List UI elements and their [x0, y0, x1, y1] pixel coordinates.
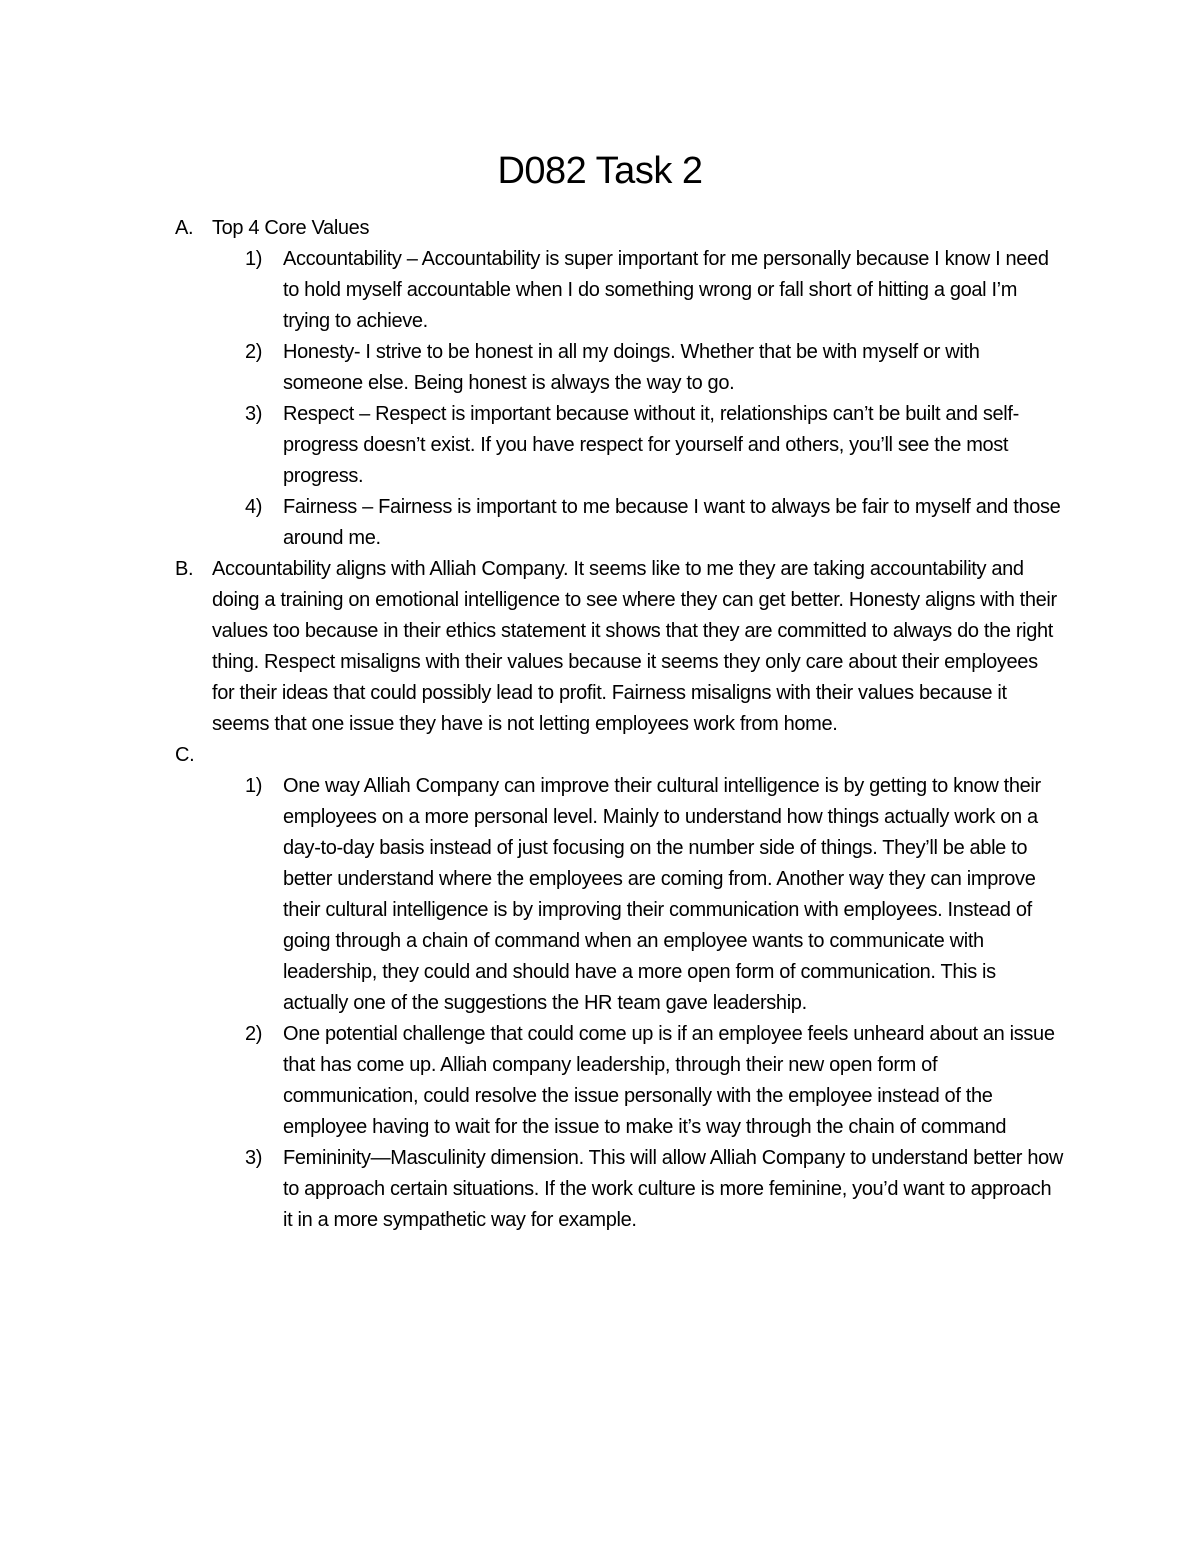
list-item [0, 337, 1063, 399]
list-item-text: One potential challenge that could come up is if an employee feels unheard about an issue that has come up. Alliah company leadership, through their new open form of communication, could resolve the issue personally with the employee instead of the employee having to wait for the issue to make it’s way through the chain of command [283, 1023, 1055, 1138]
list-marker: 3) [245, 1147, 263, 1169]
section-marker: A. [175, 217, 194, 239]
list-item-text: Honesty- I strive to be honest in all my doings. Whether that be with myself or with someone else. Being honest is always the way to go. [283, 341, 980, 394]
section-paragraph: Accountability aligns with Alliah Company. It seems like to me they are taking accountability and doing a training on emotional intelligence to see where they can get better. Honesty aligns with their values too because in their ethics statement it shows that they are committed to always do the right thing. Respect misaligns with their values because it seems they only care about their employees for their ideas that could possibly lead to profit. Fairness misaligns with their values because it seems that one issue they have is not letting employees work from home. [212, 558, 1057, 735]
section-heading: Top 4 Core Values [212, 217, 370, 239]
list-marker: 3) [245, 403, 263, 425]
list-item-text: Respect – Respect is important because without it, relationships can’t be built and self-progress doesn’t exist. If you have respect for yourself and others, you’ll see the most progress. [283, 403, 1019, 487]
section-marker: B. [175, 558, 194, 580]
list-marker: 1) [245, 775, 263, 797]
list-item [0, 244, 1063, 337]
section-c [0, 740, 1060, 771]
section-marker: C. [175, 744, 195, 766]
list-item [0, 492, 1063, 554]
document-title: D082 Task 2 [497, 150, 703, 192]
list-item-text: Accountability – Accountability is super important for me personally because I know I need to hold myself accountable when I do something wrong or fall short of hitting a goal I’m trying to achieve. [283, 248, 1049, 332]
list-marker: 4) [245, 496, 263, 518]
section-a [0, 213, 1060, 244]
list-item-text: One way Alliah Company can improve their cultural intelligence is by getting to know their employees on a more personal level. Mainly to understand how things actually work on a day-to-day basis instead of just focusing on the number side of things. They’ll be able to better understand where the employees are coming from. Another way they can improve their cultural intelligence is by improving their communication with employees. Instead of going through a chain of command when an employee wants to communicate with leadership, they could and should have a more open form of communication. This is actually one of the suggestions the HR team gave leadership. [283, 775, 1041, 1014]
section-b [0, 554, 1060, 740]
list-item-text: Femininity—Masculinity dimension. This will allow Alliah Company to understand better how to approach certain situations. If the work culture is more feminine, you’d want to approach it in a more sympathetic way for example. [283, 1147, 1063, 1231]
list-marker: 2) [245, 1023, 263, 1045]
list-item [0, 399, 1063, 492]
section-heading [212, 740, 1060, 771]
list-item [0, 771, 1063, 1019]
document-body [0, 213, 1200, 1236]
list-item-text: Fairness – Fairness is important to me because I want to always be fair to myself and those around me. [283, 496, 1061, 549]
list-marker: 1) [245, 248, 263, 270]
list-item [0, 1143, 1063, 1236]
list-marker: 2) [245, 341, 263, 363]
list-item [0, 1019, 1063, 1143]
